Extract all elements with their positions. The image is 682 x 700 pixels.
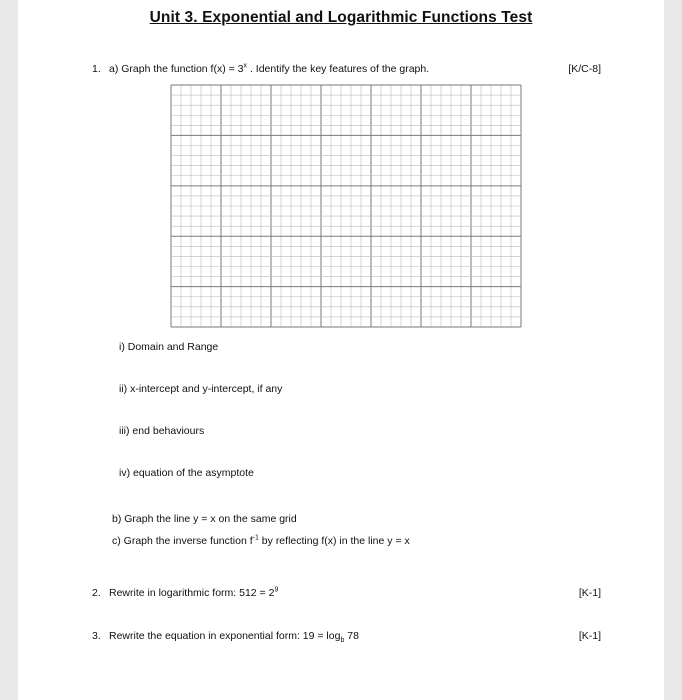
- question-2-exponent: 9: [274, 586, 279, 594]
- question-1a-suffix: . Identify the key features of the graph.: [247, 63, 430, 75]
- question-3-tail: 78: [344, 630, 359, 642]
- question-1a-prefix: a) Graph the function f(x) = 3: [109, 63, 244, 75]
- question-3-marks: [K-1]: [578, 630, 601, 642]
- question-1c-text: [112, 535, 410, 547]
- question-3-number: 3.: [92, 630, 101, 642]
- graph-grid[interactable]: [170, 84, 522, 328]
- question-3-text: [109, 630, 359, 645]
- question-1a-exponent: x: [243, 62, 248, 70]
- question-1a-part-i: i) Domain and Range: [119, 341, 219, 353]
- page-title: Unit 3. Exponential and Logarithmic Functions Test: [149, 9, 533, 26]
- test-page: [18, 0, 664, 700]
- question-1c-prefix: c) Graph the inverse function f: [112, 535, 253, 547]
- question-1b-text: b) Graph the line y = x on the same grid: [112, 513, 297, 525]
- question-2-body: Rewrite in logarithmic form: 512 = 2: [109, 587, 275, 599]
- question-3-body: Rewrite the equation in exponential form: 19 = log: [109, 630, 341, 642]
- question-1a-text: [109, 63, 429, 75]
- question-2-number: 2.: [92, 587, 101, 599]
- grid-lines: [171, 85, 521, 327]
- question-1a-part-iv: iv) equation of the asymptote: [119, 467, 254, 479]
- question-1a-part-ii: ii) x-intercept and y-intercept, if any: [119, 383, 283, 395]
- question-3-log-base: b: [340, 637, 345, 645]
- question-1-number: 1.: [92, 63, 101, 75]
- question-1c-suffix: by reflecting f(x) in the line y = x: [258, 535, 410, 547]
- question-1c-inverse-sup: -1: [252, 534, 259, 542]
- question-2-marks: [K-1]: [578, 587, 601, 599]
- question-1a-part-iii: iii) end behaviours: [119, 425, 205, 437]
- question-1-marks: [K/C-8]: [568, 63, 601, 75]
- question-2-text: [109, 587, 278, 599]
